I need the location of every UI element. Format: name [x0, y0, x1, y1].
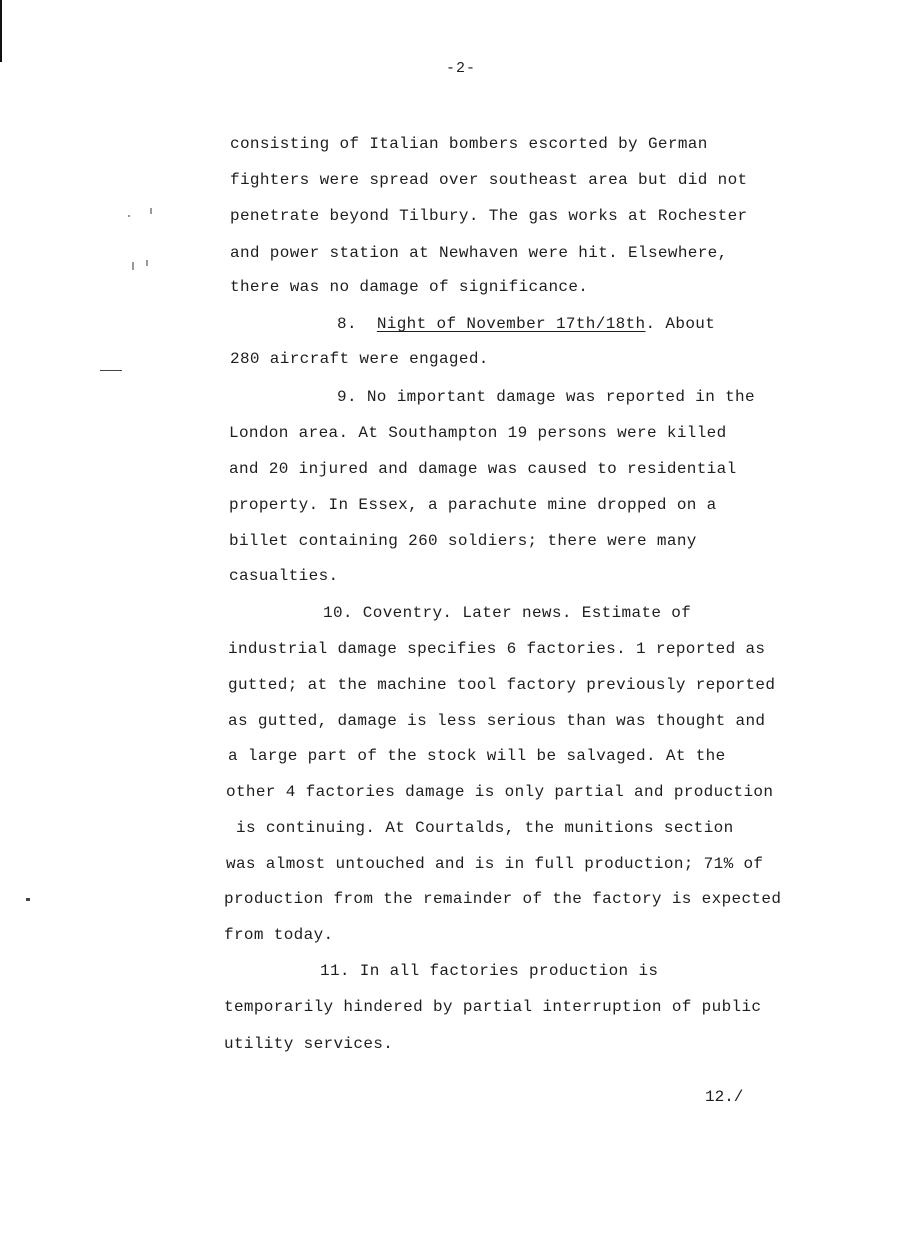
text-line: 280 aircraft were engaged. — [230, 350, 489, 368]
margin-speck — [150, 208, 152, 214]
paragraph-number: 8. — [337, 315, 357, 333]
margin-speck — [146, 260, 148, 266]
text-line: is continuing. At Courtalds, the munitions section — [236, 819, 734, 837]
text-line: consisting of Italian bombers escorted by German — [230, 135, 708, 153]
text-line: and power station at Newhaven were hit. Elsewhere, — [230, 244, 728, 262]
text-line: casualties. — [229, 567, 339, 585]
text-line: as gutted, damage is less serious than was thought and — [228, 712, 766, 730]
paragraph-heading: Night of November 17th/18th — [376, 315, 646, 333]
text-line: a large part of the stock will be salvaged. At the — [228, 747, 726, 765]
paragraph-8-line — [337, 314, 715, 334]
text-line: temporarily hindered by partial interruption of public — [224, 998, 762, 1016]
text-line: property. In Essex, a parachute mine dropped on a — [229, 496, 717, 514]
text-line: industrial damage specifies 6 factories. 1 reported as — [228, 640, 766, 658]
text-line: billet containing 260 soldiers; there were many — [229, 532, 697, 550]
margin-mark — [100, 370, 122, 371]
text-line: 9. No important damage was reported in the — [337, 388, 755, 406]
text-line: London area. At Southampton 19 persons were killed — [229, 424, 727, 442]
text-line: penetrate beyond Tilbury. The gas works at Rochester — [230, 207, 748, 225]
page-number: -2- — [446, 60, 477, 77]
text-line: there was no damage of significance. — [230, 278, 589, 296]
text-line: from today. — [224, 926, 334, 944]
scan-edge-line — [0, 0, 2, 62]
text-line: and 20 injured and damage was caused to residential — [229, 460, 737, 478]
text-line: 11. In all factories production is — [320, 962, 659, 980]
margin-dot — [26, 898, 30, 901]
text-line: was almost untouched and is in full production; 71% of — [226, 855, 764, 873]
text-line: gutted; at the machine tool factory previously reported — [228, 676, 776, 694]
catchword: 12./ — [705, 1088, 744, 1106]
text-line: production from the remainder of the factory is expected — [224, 890, 782, 908]
text-line: other 4 factories damage is only partial and production — [226, 783, 774, 801]
text-line: fighters were spread over southeast area but did not — [230, 171, 748, 189]
text-line: utility services. — [224, 1035, 394, 1053]
text-line: 10. Coventry. Later news. Estimate of — [323, 604, 692, 622]
margin-speck — [128, 215, 130, 217]
margin-speck — [132, 262, 134, 270]
text-fragment: . About — [645, 315, 716, 333]
